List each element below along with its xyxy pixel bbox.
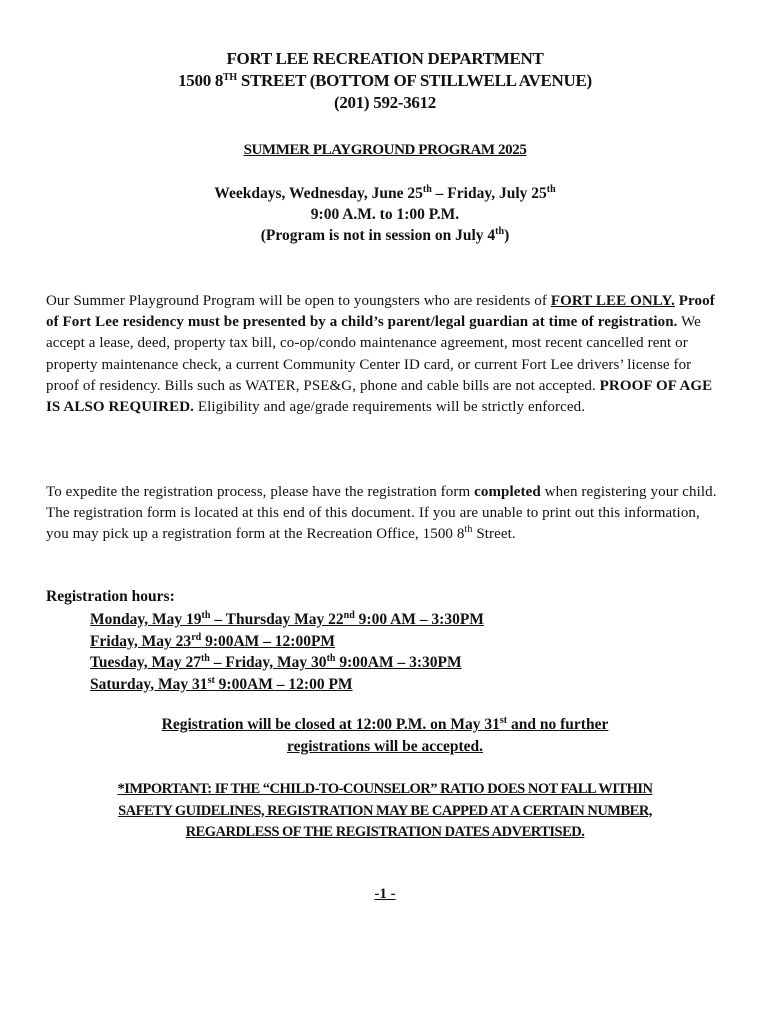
registration-hours-item: Saturday, May 31st 9:00AM – 12:00 PM — [90, 674, 353, 693]
program-hours: 9:00 A.M. to 1:00 P.M. — [310, 206, 460, 223]
important-notice: *IMPORTANT: IF THE “CHILD-TO-COUNSELOR” RATIO DOES NOT FALL WITHIN SAFETY GUIDELINES, REGISTRATION MAY BE CAPPED AT A CERTAIN NUMBER, REGARDLESS OF THE REGISTRATION DATES ADVERTISED. — [117, 781, 653, 840]
residency-proof-text: Proof of Fort Lee residency must be presented by a child’s parent/legal guardian at time of registration. — [46, 293, 715, 331]
program-title: SUMMER PLAYGROUND PROGRAM 2025 — [243, 142, 527, 158]
registration-hours-item: Tuesday, May 27th – Friday, May 30th 9:00AM – 3:30PM — [90, 653, 462, 671]
page-number: -1 - — [374, 886, 396, 902]
residency-paragraph: Our Summer Playground Program will be open to youngsters who are residents of FORT LEE ONLY. Proof of Fort Lee residency must be presented by a child’s parent/legal guardian at time of registration. We accept a lease, deed, property tax bill, co-op/condo maintenance agreement, most recent cancelled rent or property maintenance check, a current Community Center ID card, or current Fort Lee drivers’ license for proof of residency. Bills such as WATER, PSE&G, phone and cable bills are not accepted. PROOF OF AGE IS ALSO REQUIRED. Eligibility and age/grade requirements will be strictly enforced. — [46, 293, 715, 416]
program-dates: Weekdays, Wednesday, June 25th – Friday, July 25th — [214, 184, 556, 202]
registration-hours-item: Friday, May 23rd 9:00AM – 12:00PM — [90, 631, 336, 650]
registration-hours-title: Registration hours: — [46, 588, 175, 605]
registration-form-paragraph: To expedite the registration process, please have the registration form completed when registering your child. The registration form is located at this end of this document. If you are unable to print out this information, you may pick up a registration form at the Recreation Office, 1500 8th Street. — [46, 484, 717, 543]
department-phone: (201) 592-3612 — [333, 93, 437, 112]
department-header — [0, 48, 770, 114]
department-address: 1500 8TH STREET (BOTTOM OF STILLWELL AVENUE) — [178, 71, 592, 90]
proof-of-age-text: PROOF OF AGE IS ALSO REQUIRED. — [46, 377, 713, 416]
fort-lee-only-text: FORT LEE ONLY. — [550, 293, 675, 309]
program-session-note: (Program is not in session on July 4th) — [260, 226, 510, 244]
registration-closed-notice: Registration will be closed at 12:00 P.M. on May 31st and no further registrations will be accepted. — [161, 715, 609, 755]
registration-hours-list — [90, 609, 484, 695]
registration-hours-item: Monday, May 19th – Thursday May 22nd 9:00 AM – 3:30PM — [90, 610, 484, 628]
department-name: FORT LEE RECREATION DEPARTMENT — [226, 49, 544, 68]
completed-text: completed — [474, 484, 541, 500]
program-schedule — [0, 183, 770, 246]
